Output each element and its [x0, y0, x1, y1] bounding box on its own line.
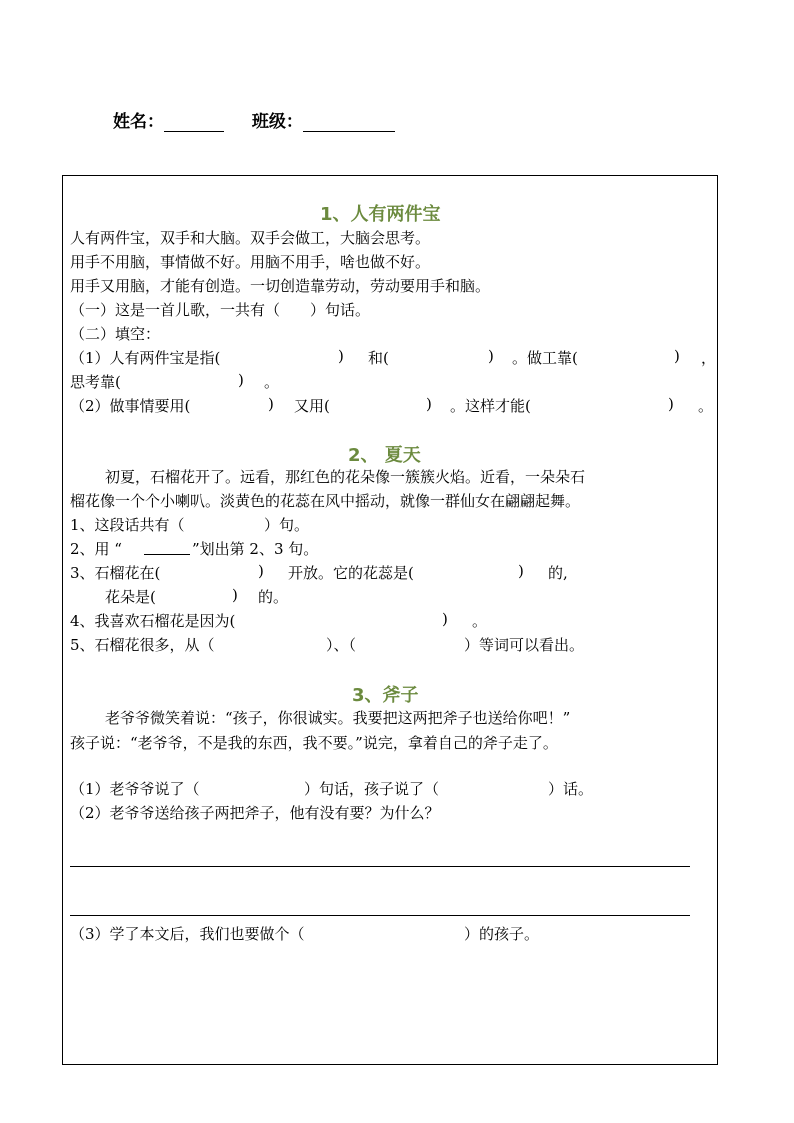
section2-q5-c: ）等词可以看出。: [464, 636, 585, 654]
section3-title: 3、斧子: [352, 685, 419, 706]
name-blank[interactable]: [164, 113, 224, 132]
section1-q2-2-e: 。这样才能(: [450, 397, 531, 415]
section2-q3-b: ): [258, 562, 264, 580]
section2-q3-e: 的,: [548, 564, 568, 582]
section2-q4-c: 。: [472, 612, 488, 630]
section1-title: 1、人有两件宝: [320, 204, 441, 225]
section2-q1-b: ）句。: [264, 516, 310, 534]
section3-q2: （2）老爷爷送给孩子两把斧子，他有没有要？为什么？: [70, 804, 440, 822]
section2-q4-b: ): [442, 610, 448, 628]
section1-q2-2-f: ): [668, 395, 674, 413]
section1-question-1: （一）这是一首儿歌，一共有（ ）句话。: [70, 301, 371, 319]
section3-q3-b: ）的孩子。: [464, 925, 540, 943]
section2-q3-f: 花朵是(: [105, 588, 156, 606]
section2-q4-a: 4、我喜欢石榴花是因为(: [70, 612, 236, 630]
section1-q2-1-i: ): [238, 371, 244, 389]
section1-q2-1-f: ): [674, 347, 680, 365]
answer-line-1[interactable]: [70, 866, 690, 867]
section1-q2-1-d: ): [488, 347, 494, 365]
section2-paragraph-line-1: 初夏，石榴花开了。远看，那红色的花朵像一簇簇火焰。近看，一朵朵石: [105, 468, 586, 486]
section1-q2-1-a: （1）人有两件宝是指(: [70, 349, 221, 367]
section1-line-2: 用手不用脑，事情做不好。用脑不用手，啥也做不好。: [70, 253, 431, 271]
section3-q1-b: ）句话，孩子说了（: [304, 780, 440, 798]
answer-line-2[interactable]: [70, 915, 690, 916]
section1-q2-1-e: 。做工靠(: [512, 349, 578, 367]
section2-q3-c: 开放。它的花蕊是(: [288, 564, 414, 582]
section2-q5-a: 5、石榴花很多，从（: [70, 636, 215, 654]
section2-q2-a: 2、用 “: [70, 540, 122, 558]
section1-q2-2-a: （2）做事情要用(: [70, 397, 191, 415]
section1-q2-1-b: ): [338, 347, 344, 365]
section1-q2-1-g: ，: [701, 349, 717, 367]
section1-q2-2-c: 又用(: [294, 397, 330, 415]
section3-q1-c: ）话。: [548, 780, 594, 798]
section2-q5-b: ）、（: [326, 636, 357, 654]
section2-q3-h: 的。: [258, 588, 289, 606]
section1-line-3: 用手又用脑，才能有创造。一切创造靠劳动，劳动要用手和脑。: [70, 277, 491, 295]
underline-sample: [144, 540, 190, 555]
section2-q3-d: ): [518, 562, 524, 580]
student-info-header: [113, 107, 395, 132]
class-label: 班级：: [251, 112, 303, 132]
section1-q2-2-g: 。: [698, 397, 714, 415]
name-label: 姓名：: [113, 112, 164, 132]
class-blank[interactable]: [303, 113, 395, 132]
section1-q2-2-b: ): [268, 395, 274, 413]
section2-q2-b: ”划出第 2、3 句。: [192, 540, 319, 558]
section1-q2-1-c: 和(: [368, 349, 389, 367]
section2-q1-a: 1、这段话共有（: [70, 516, 185, 534]
section1-q2-2-d: ): [426, 395, 432, 413]
section3-paragraph-line-1: 老爷爷微笑着说：“孩子，你很诚实。我要把这两把斧子也送给你吧！”: [105, 709, 571, 727]
section3-paragraph-line-2: 孩子说：“老爷爷，不是我的东西，我不要。”说完，拿着自己的斧子走了。: [70, 734, 558, 752]
section2-q3-a: 3、石榴花在(: [70, 564, 161, 582]
section2-title: 2、 夏天: [348, 445, 421, 466]
section1-line-1: 人有两件宝，双手和大脑。双手会做工，大脑会思考。: [70, 229, 431, 247]
section3-q1-a: （1）老爷爷说了（: [70, 780, 200, 798]
section2-paragraph-line-2: 榴花像一个个小喇叭。淡黄色的花蕊在风中摇动，就像一群仙女在翩翩起舞。: [70, 492, 581, 510]
section1-question-2: （二）填空：: [70, 325, 161, 343]
section3-q3-a: （3）学了本文后，我们也要做个（: [70, 925, 305, 943]
section2-q3-g: ): [232, 586, 238, 604]
section1-q2-1-j: 。: [264, 373, 280, 391]
section1-q2-1-h: 思考靠(: [70, 373, 121, 391]
